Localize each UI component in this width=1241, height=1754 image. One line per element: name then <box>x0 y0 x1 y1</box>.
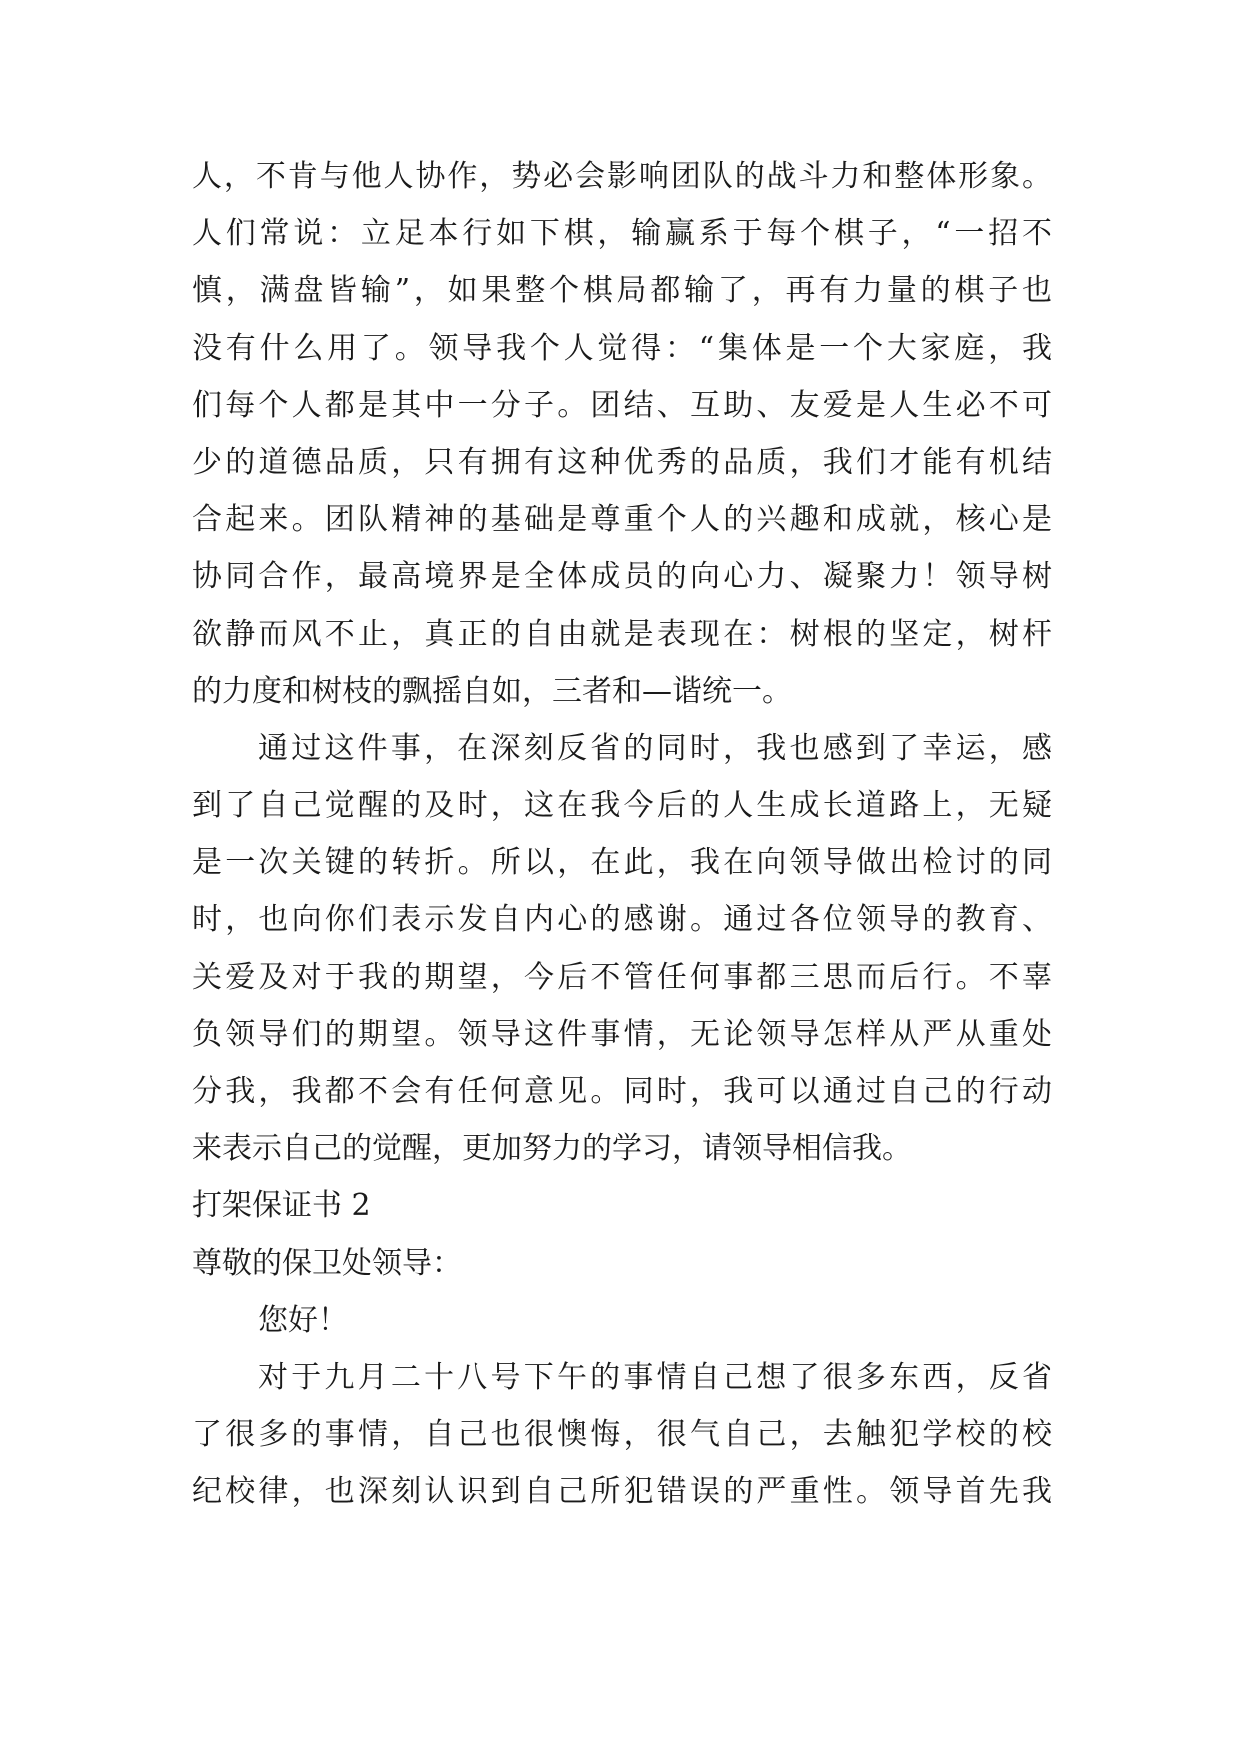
text-line: 通过这件事，在深刻反省的同时，我也感到了幸运，感 <box>258 730 1052 766</box>
paragraph-1 <box>192 148 1052 720</box>
text-line: 了很多的事情，自己也很懊悔，很气自己，去触犯学校的校 <box>192 1417 1052 1453</box>
text-line: 时，也向你们表示发自内心的感谢。通过各位领导的教育、 <box>192 902 1052 938</box>
text-line: 欲静而风不止，真正的自由就是表现在：树根的坚定，树杆 <box>192 616 1052 652</box>
text-line: 少的道德品质，只有拥有这种优秀的品质，我们才能有机结 <box>192 444 1052 480</box>
paragraph-2 <box>192 720 1052 1178</box>
text-line: 没有什么用了。领导我个人觉得：“集体是一个大家庭，我 <box>192 330 1052 366</box>
text-line: 来表示自己的觉醒，更加努力的学习，请领导相信我。 <box>192 1131 912 1167</box>
paragraph-3 <box>192 1349 1052 1521</box>
text-line: 负领导们的期望。领导这件事情，无论领导怎样从严从重处 <box>192 1016 1052 1052</box>
text-line: 到了自己觉醒的及时，这在我今后的人生成长道路上，无疑 <box>192 788 1052 824</box>
text-line: 的力度和树枝的飘摇自如，三者和—谐统一。 <box>192 673 792 709</box>
text-line: 对于九月二十八号下午的事情自己想了很多东西，反省 <box>258 1359 1052 1395</box>
text-line: 是一次关键的转折。所以，在此，我在向领导做出检讨的同 <box>192 845 1052 881</box>
salutation: 尊敬的保卫处领导： <box>192 1245 462 1281</box>
text-line: 纪校律，也深刻认识到自己所犯错误的严重性。领导首先我 <box>192 1474 1052 1510</box>
text-line: 协同合作，最高境界是全体成员的向心力、凝聚力！领导树 <box>192 559 1052 595</box>
text-line: 关爱及对于我的期望，今后不管任何事都三思而后行。不辜 <box>192 959 1052 995</box>
text-line: 人，不肯与他人协作，势必会影响团队的战斗力和整体形象。 <box>192 159 1052 194</box>
section-title: 打架保证书 2 <box>192 1188 371 1224</box>
text-line: 人们常说：立足本行如下棋，输赢系于每个棋子，“一招不 <box>192 216 1052 252</box>
text-line: 们每个人都是其中一分子。团结、互助、友爱是人生必不可 <box>192 387 1052 423</box>
greeting: 您好！ <box>258 1302 348 1338</box>
text-line: 分我，我都不会有任何意见。同时，我可以通过自己的行动 <box>192 1074 1052 1109</box>
text-line: 慎，满盘皆输”，如果整个棋局都输了，再有力量的棋子也 <box>192 273 1052 309</box>
document-body <box>192 148 1052 1521</box>
text-line: 合起来。团队精神的基础是尊重个人的兴趣和成就，核心是 <box>192 502 1052 538</box>
